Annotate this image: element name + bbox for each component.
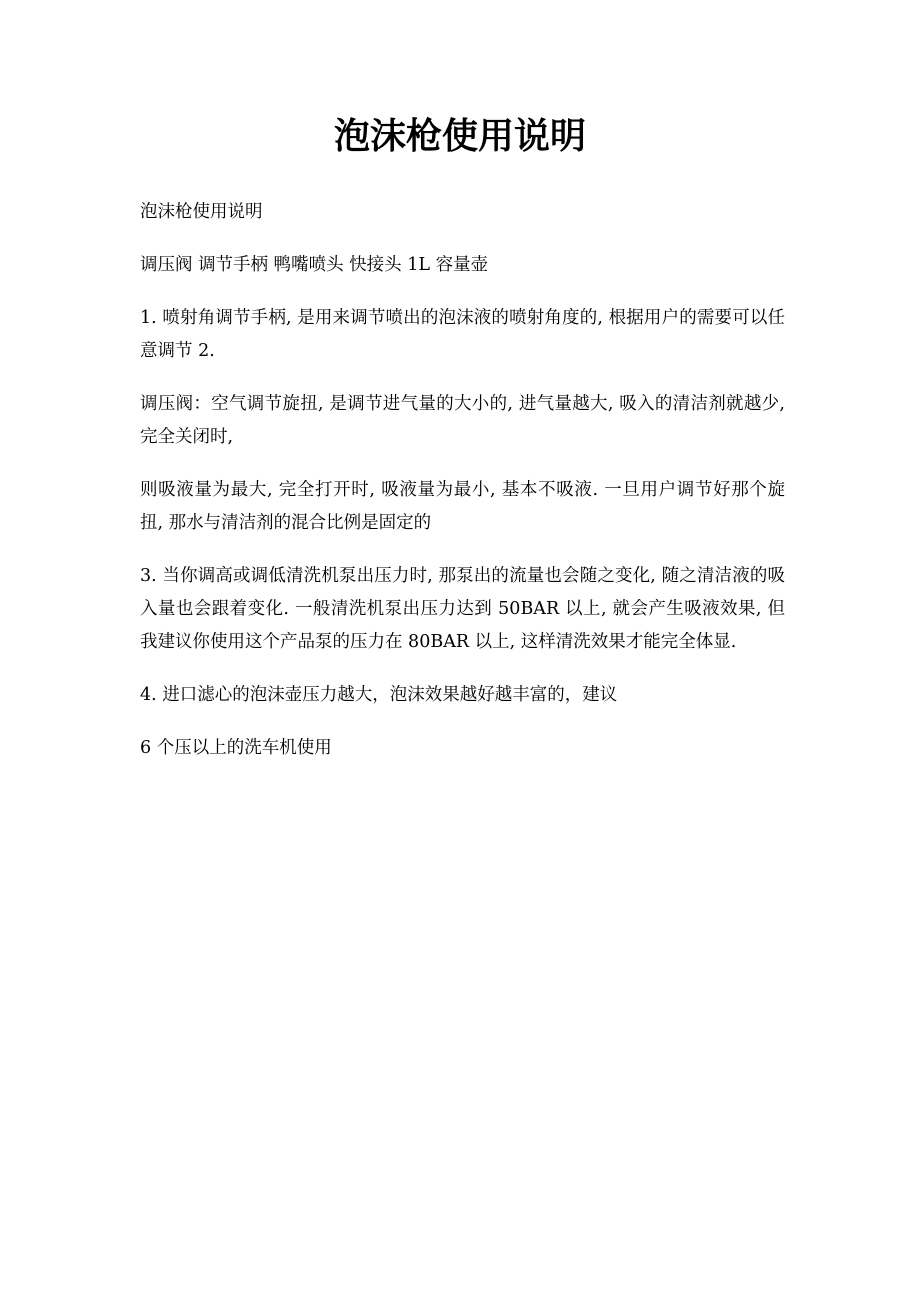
document-body bbox=[140, 196, 785, 785]
paragraph-subtitle: 泡沫枪使用说明 bbox=[140, 202, 263, 222]
paragraph-recommendation: 6 个压以上的洗车机使用 bbox=[140, 738, 332, 758]
paragraph-item-3: 3. 当你调高或调低清洗机泵出压力时, 那泵出的流量也会随之变化, 随之清洁液的吸入量也会跟着变化. 一般清洗机泵出压力达到 50BAR 以上, 就会产生吸液效果, 但我建议你使用这个产品泵的压力在 80BAR 以上, 这样清洗效果才能完全体显. bbox=[140, 566, 785, 652]
document-title: 泡沫枪使用说明 bbox=[333, 115, 586, 157]
paragraph-parts-list: 调压阀 调节手柄 鸭嘴喷头 快接头 1L 容量壶 bbox=[140, 255, 489, 275]
paragraph-absorption: 则吸液量为最大, 完全打开时, 吸液量为最小, 基本不吸液. 一旦用户调节好那个旋扭, 那水与清洁剂的混合比例是固定的 bbox=[140, 480, 785, 533]
paragraph-item-4: 4. 进口滤心的泡沫壶压力越大，泡沫效果越好越丰富的，建议 bbox=[140, 685, 618, 705]
paragraph-item-1: 1. 喷射角调节手柄, 是用来调节喷出的泡沫液的喷射角度的, 根据用户的需要可以任意调节 2. bbox=[140, 308, 785, 361]
paragraph-pressure-valve: 调压阀：空气调节旋扭, 是调节进气量的大小的, 进气量越大, 吸入的清洁剂就越少,完全关闭时, bbox=[140, 394, 785, 447]
